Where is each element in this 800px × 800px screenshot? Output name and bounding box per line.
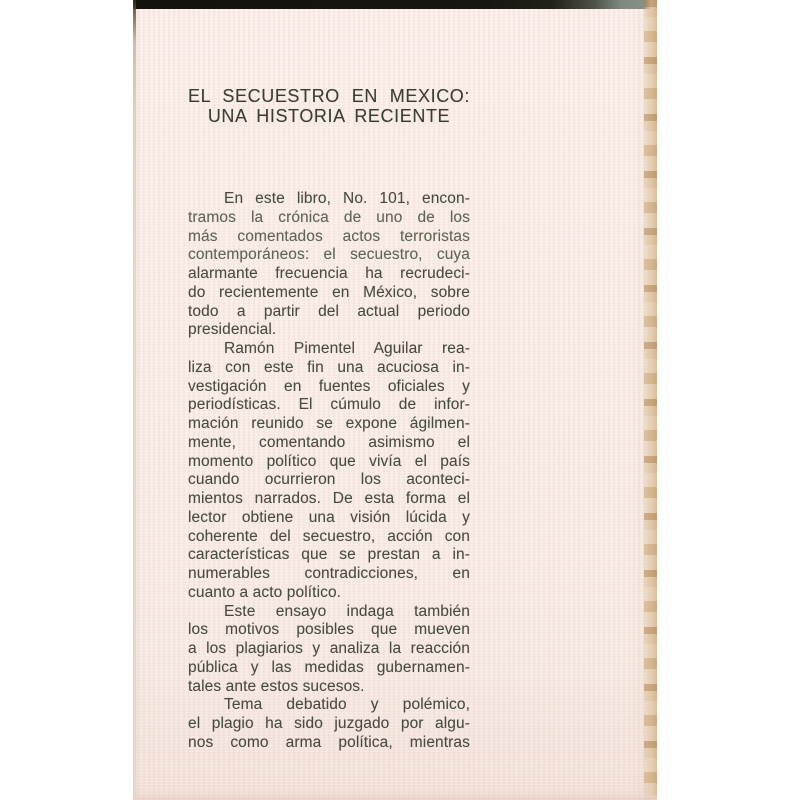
text-line: los motivos posibles que mueven xyxy=(188,621,470,639)
text-line: momento político que vivía el país xyxy=(188,452,470,470)
title-line-2: UNA HISTORIA RECIENTE xyxy=(207,105,451,126)
text-line: contemporáneos: el secuestro, cuya xyxy=(188,246,470,264)
text-line: En este libro, No. 101, encon- xyxy=(224,190,470,207)
text-line: cuanto a acto político. xyxy=(188,583,342,601)
text-line: a los plagiarios y analiza la reacción xyxy=(188,640,470,657)
text-line: presidencial. xyxy=(188,321,277,339)
text-line: cuando ocurrieron los aconteci- xyxy=(188,471,470,489)
page-gutter-edge xyxy=(133,0,136,800)
text-line: liza con este fin una acuciosa in- xyxy=(188,358,470,376)
text-line: mente, comentando asimismo el xyxy=(188,433,470,451)
page-title xyxy=(188,87,470,126)
text-line: Ramón Pimentel Aguilar rea- xyxy=(224,340,470,357)
title-line-1: EL SECUESTRO EN MEXICO: xyxy=(188,86,470,106)
text-line: características que se prestan a in- xyxy=(188,546,470,564)
synopsis-text xyxy=(188,190,470,753)
text-line: vestigación en fuentes oficiales y xyxy=(188,377,470,395)
paragraph xyxy=(188,603,470,697)
text-line: tales ante estos sucesos. xyxy=(188,677,365,695)
book-cover-top-edge xyxy=(133,0,657,9)
page-bottom-shadow xyxy=(133,794,657,800)
text-line: coherente del secuestro, acción con xyxy=(188,527,470,545)
text-line: numerables contradicciones, en xyxy=(188,565,470,582)
paragraph xyxy=(188,340,470,603)
paragraph xyxy=(188,696,470,752)
text-line: más comentados actos terroristas xyxy=(188,227,470,245)
paragraph xyxy=(188,190,470,340)
text-line: mación reunido se expone ágilmen- xyxy=(188,415,470,432)
text-line: tramos la crónica de uno de los xyxy=(188,208,470,226)
text-line: alarmante frecuencia ha recrudeci- xyxy=(188,265,470,282)
text-line: el plagio ha sido juzgado por algu- xyxy=(188,715,470,732)
text-line: Tema debatido y polémico, xyxy=(224,696,470,714)
book-page xyxy=(133,0,657,800)
text-line: periodísticas. El cúmulo de infor- xyxy=(188,396,470,414)
text-line: mientos narrados. De esta forma el xyxy=(188,490,470,507)
page-fore-edge xyxy=(644,0,657,800)
text-line: pública y las medidas gubernamen- xyxy=(188,658,470,676)
text-line: todo a partir del actual periodo xyxy=(188,302,470,320)
text-line: lector obtiene una visión lúcida y xyxy=(188,508,470,526)
text-line: nos como arma política, mientras xyxy=(188,733,470,751)
text-line: Este ensayo indaga también xyxy=(224,602,470,620)
text-line: do recientemente en México, sobre xyxy=(188,283,470,301)
